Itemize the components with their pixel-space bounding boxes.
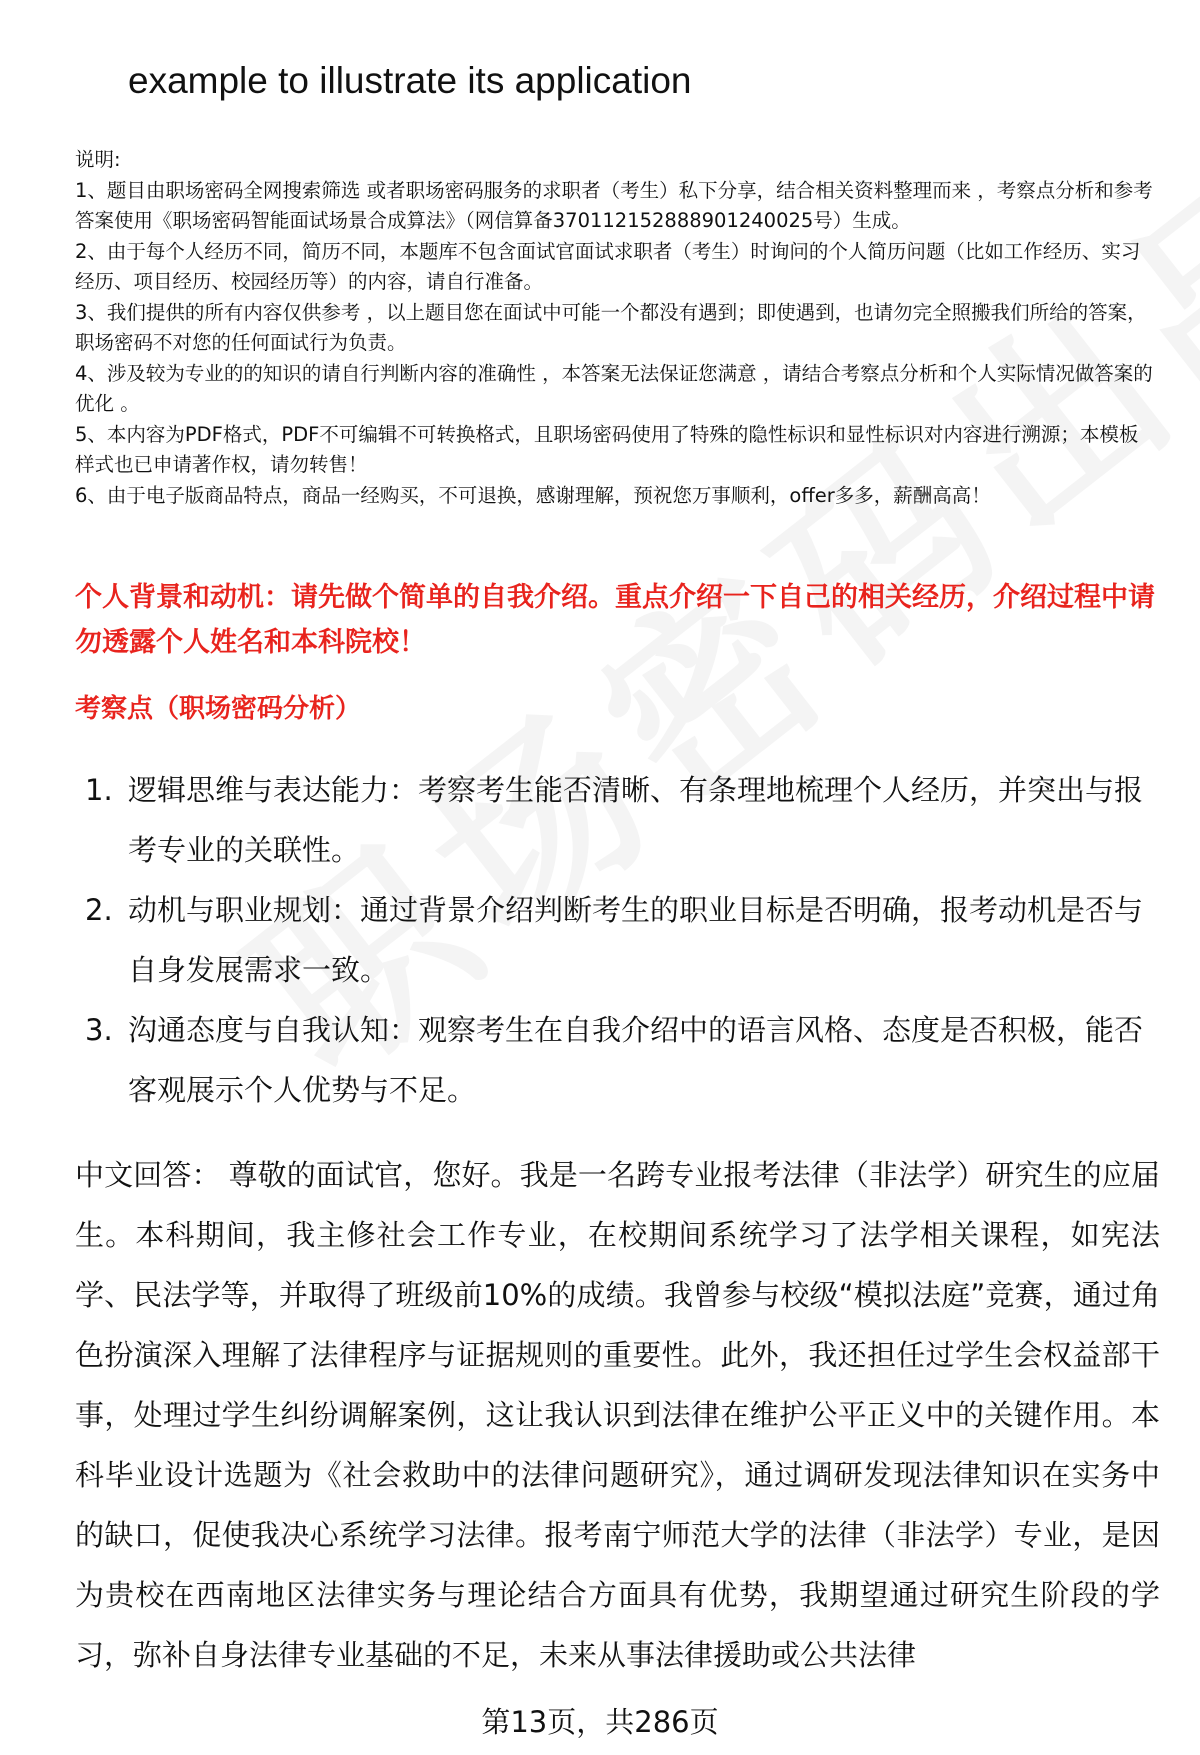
point-number: 3.	[85, 1013, 113, 1047]
analysis-point	[75, 1000, 1155, 1120]
answer-section	[75, 1145, 1160, 1685]
analysis-point	[75, 760, 1155, 880]
analysis-points	[75, 760, 1155, 1120]
page-number: 第13页，共286页	[481, 1705, 719, 1739]
note-item: 5、本内容为PDF格式，PDF不可编辑不可转换格式，且职场密码使用了特殊的隐性标识和显性标识对内容进行溯源；本模板样式也已申请著作权，请勿转售！	[75, 422, 1139, 476]
notes-title: 说明:	[75, 148, 121, 171]
note-item: 3、我们提供的所有内容仅供参考 ，以上题目您在面试中可能一个都没有遇到；即使遇到，也请勿完全照搬我们所给的答案，职场密码不对您的任何面试行为负责。	[75, 300, 1147, 354]
analysis-heading: 考察点（职场密码分析）	[75, 694, 362, 724]
analysis-point	[75, 880, 1155, 1000]
notes-section	[75, 145, 1155, 511]
answer-text: 尊敬的面试官，您好。我是一名跨专业报考法律（非法学）研究生的应届生。本科期间，我主修社会工作专业，在校期间系统学习了法学相关课程，如宪法学、民法学等，并取得了班级前10%的成绩。我曾参与校级“模拟法庭”竞赛，通过角色扮演深入理解了法律程序与证据规则的重要性。此外，我还担任过学生会权益部干事，处理过学生纠纷调解案例，这让我认识到法律在维护公平正义中的关键作用。本科毕业设计选题为《社会救助中的法律问题研究》，通过调研发现法律知识在实务中的缺口，促使我决心系统学习法律。报考南宁师范大学的法律（非法学）专业，是因为贵校在西南地区法律实务与理论结合方面具有优势，我期望通过研究生阶段的学习，弥补自身法律专业基础的不足，未来从事法律援助或公共法律	[75, 1158, 1160, 1672]
point-number: 2.	[85, 893, 113, 927]
note-item: 1、题目由职场密码全网搜索筛选 或者职场密码服务的求职者（考生）私下分享，结合相关资料整理而来 ，考察点分析和参考答案使用《职场密码智能面试场景合成算法》（网信算备370112152888901240025号）生成。	[75, 178, 1153, 232]
point-number: 1.	[85, 773, 113, 807]
interview-question: 个人背景和动机：请先做个简单的自我介绍。重点介绍一下自己的相关经历，介绍过程中请勿透露个人姓名和本科院校！	[75, 582, 1155, 658]
previous-page-fragment: example to illustrate its application	[128, 60, 692, 101]
point-text: 沟通态度与自我认知：观察考生在自我介绍中的语言风格、态度是否积极，能否客观展示个人优势与不足。	[128, 1013, 1144, 1107]
answer-label: 中文回答：	[75, 1158, 221, 1192]
note-item: 6、由于电子版商品特点，商品一经购买，不可退换，感谢理解，预祝您万事顺利，offer多多，薪酬高高！	[75, 483, 991, 507]
point-text: 动机与职业规划：通过背景介绍判断考生的职业目标是否明确，报考动机是否与自身发展需求一致。	[128, 893, 1144, 987]
point-text: 逻辑思维与表达能力：考察考生能否清晰、有条理地梳理个人经历，并突出与报考专业的关联性。	[128, 773, 1144, 867]
note-item: 2、由于每个人经历不同，简历不同，本题库不包含面试官面试求职者（考生）时询问的个人简历问题（比如工作经历、实习经历、项目经历、校园经历等）的内容，请自行准备。	[75, 239, 1141, 293]
note-item: 4、涉及较为专业的的知识的请自行判断内容的准确性 ，本答案无法保证您满意 ，请结合考察点分析和个人实际情况做答案的优化 。	[75, 361, 1153, 415]
